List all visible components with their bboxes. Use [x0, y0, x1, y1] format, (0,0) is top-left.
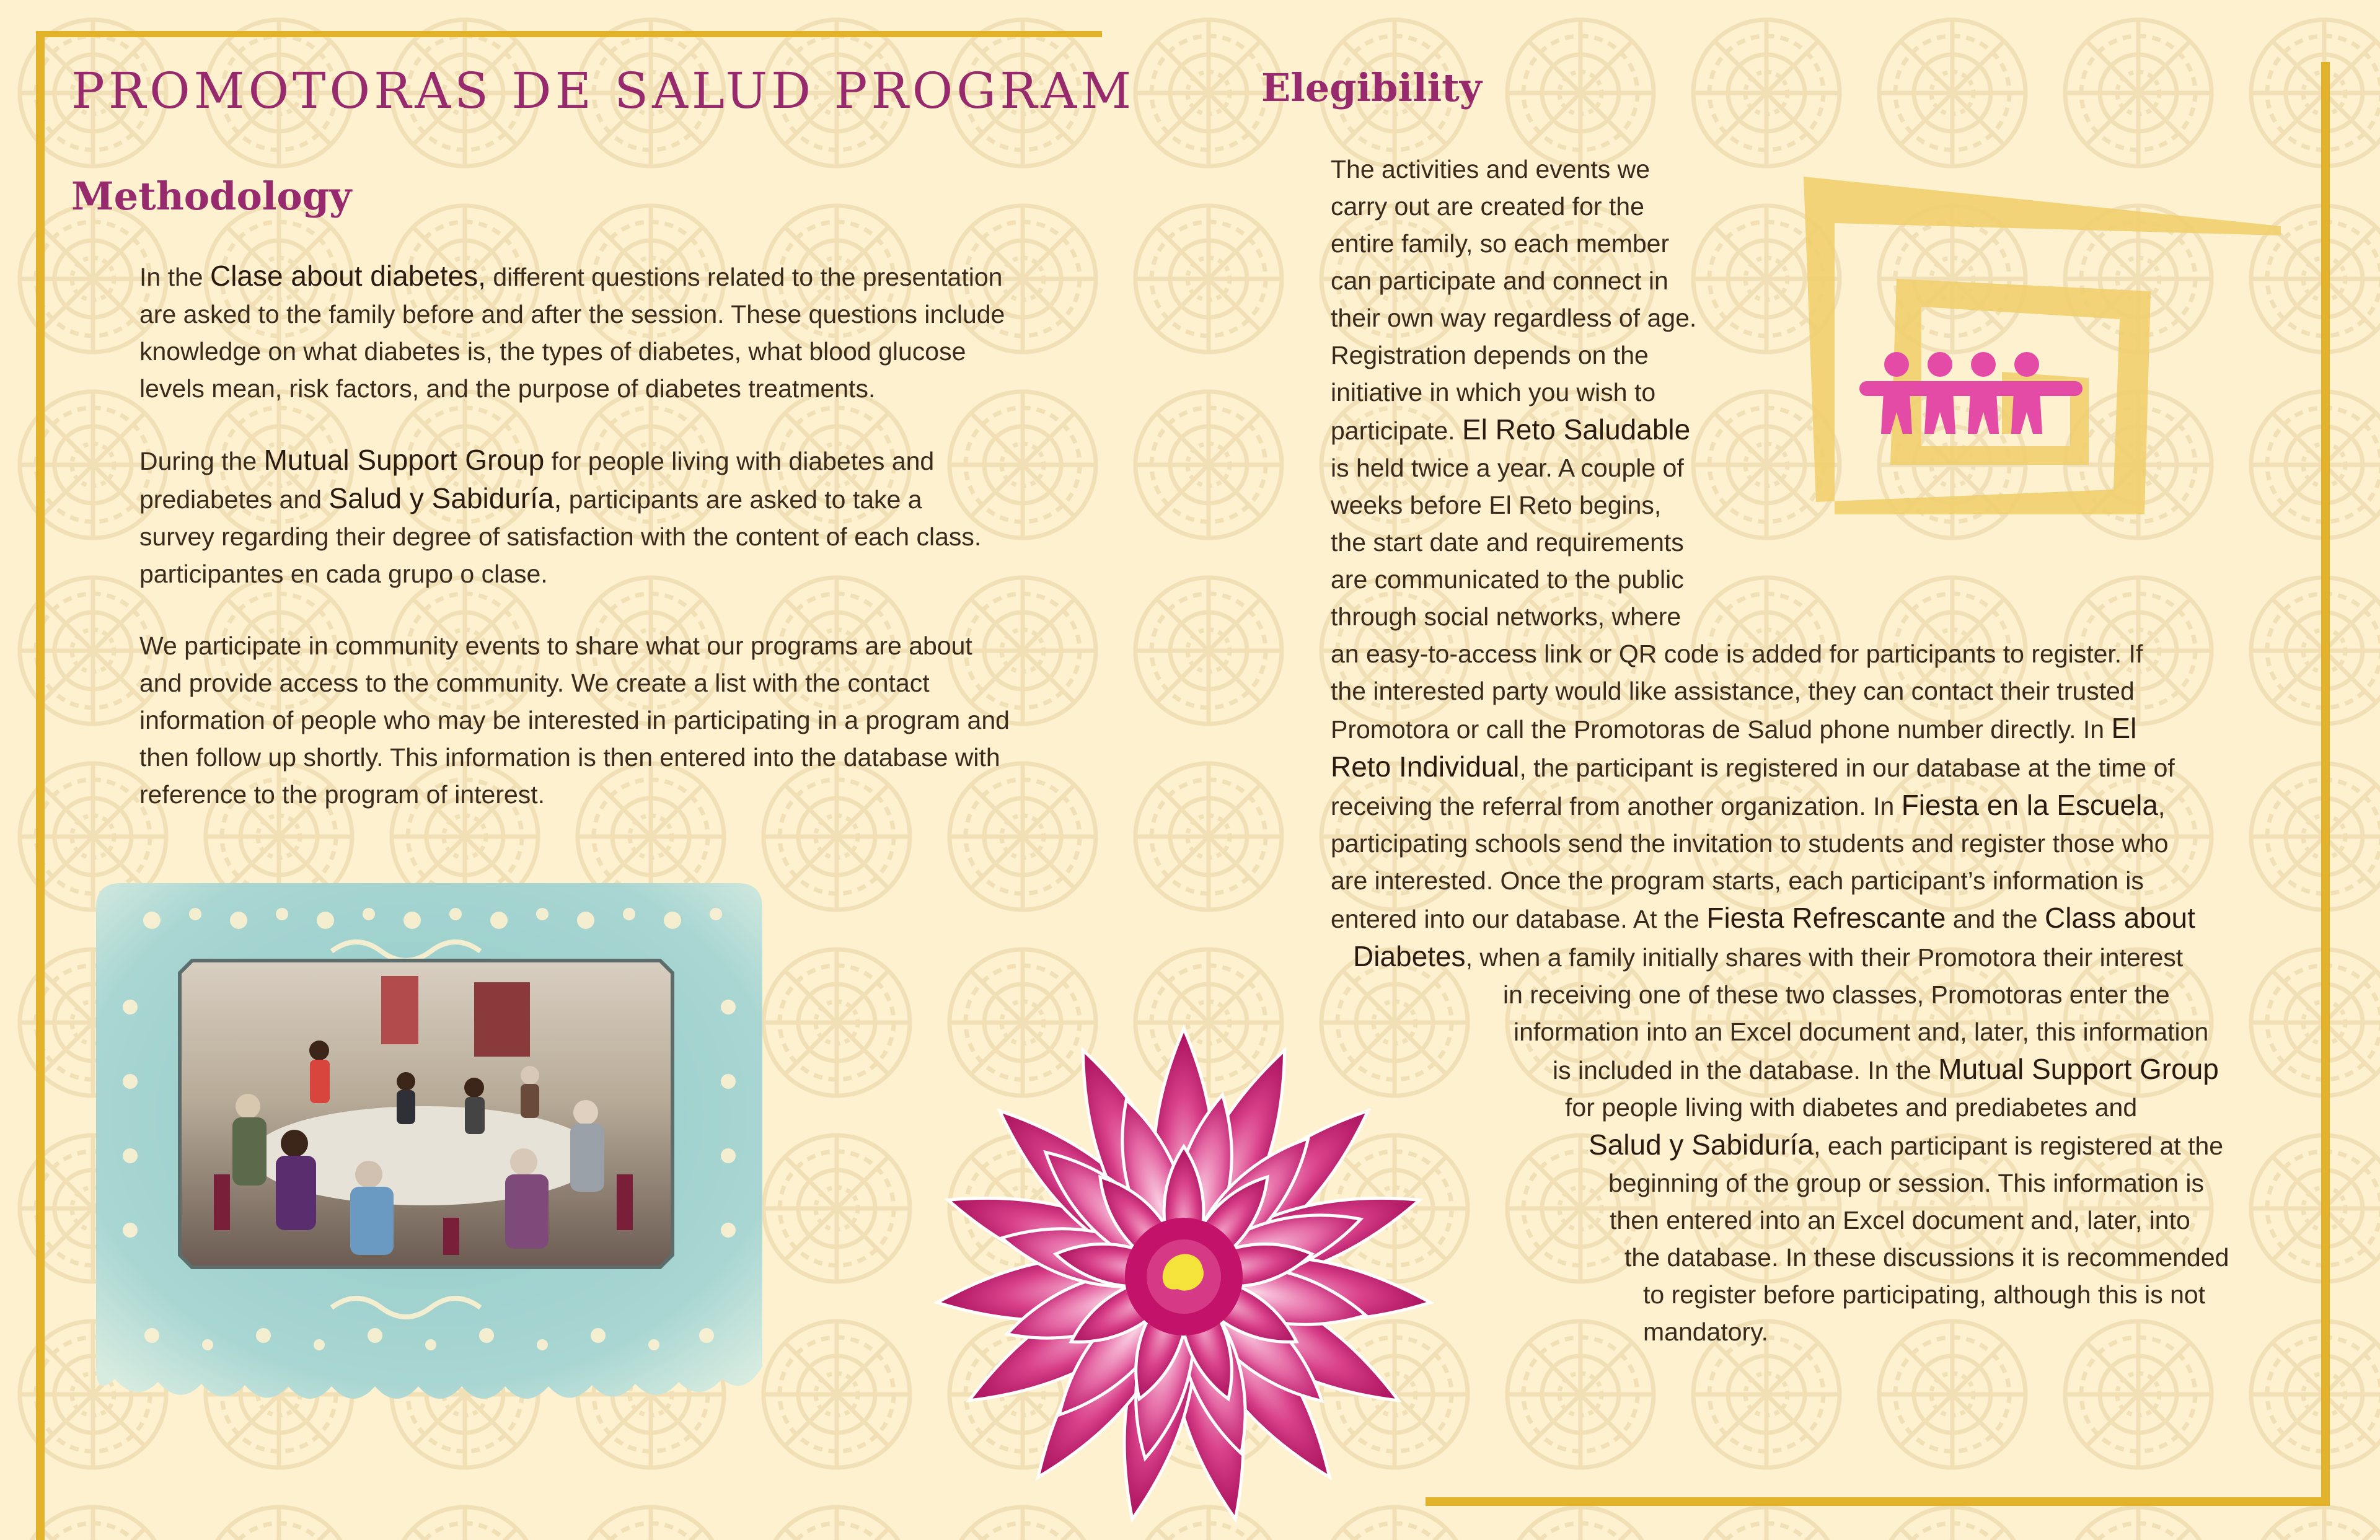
highlight-clase-about-diabetes: Clase about diabetes, [209, 260, 486, 292]
elegibility-heading: Elegibility [1261, 65, 1482, 110]
methodology-paragraph-2: During the Mutual Support Group for people living with diabetes and prediabetes and Salud y Sabiduría, participants are asked to take a survey regarding their degree of satisfaction with the content of each class. participantes en cada grupo o clase. [139, 444, 982, 588]
people-holding-hands-icon [1859, 352, 2082, 434]
page-title: PROMOTORAS DE SALUD PROGRAM [71, 62, 1135, 120]
methodology-heading: Methodology [71, 174, 352, 219]
highlight-class-about-diabetes-2: Diabetes [1353, 940, 1466, 972]
highlight-class-about-diabetes-1: Class about [2044, 902, 2195, 934]
highlight-el-reto-saludable: El Reto Saludable [1461, 413, 1691, 446]
highlight-el-reto-individual-2: Reto Individual [1331, 750, 1520, 783]
elegibility-paragraph: The activities and events we carry out are created for the entire family, so each member can participate and connect in their own way regardless of age. Registration depends on the initiative in which you wish to participate. El Reto Saludable is held twice a year. A couple of weeks before El Reto begins, the start date and requirements are communicated to the public through social networks, where an easy-to-access link or QR code is added for participants to register. If the interested party would like assistance, they can contact their trusted Promotora or call the Promotoras de Salud phone number directly. In El Reto Individual, the participant is registered in our database at the time of receiving the referral from another organization. In Fiesta en la Escuela, participating schools send the invitation to students and register those who are interested. Once the program starts, each participant’s information is entered into our database. At the Fiesta Refrescante and the Class about Diabetes, when a family initially shares with their Promotora their interest in receiving one of these two classes, Promotoras enter the information into an Excel document and, later, this information is included in the database. In the Mutual Support Group for people living with diabetes and prediabetes and Salud y Sabiduría, each participant is registered at the beginning of the group or session. This information is then entered into an Excel document and, later, into the database. In these discussions it is recommended to register before participating, although this is not mandatory. [1331, 155, 2229, 1346]
highlight-el-reto-individual-1: El [2111, 712, 2137, 744]
pink-flower-illustration [831, 930, 1537, 1540]
methodology-paragraph-3: We participate in community events to share what our programs are about and provide access to the community. We create a list with the contact information of people who may be interested in participating in a program and then follow up shortly. This information is then entered into the database with reference to the program of interest. [139, 631, 1010, 809]
methodology-paragraph-1: In the Clase about diabetes, different questions related to the presentation are asked to the family before and after the session. These questions include knowledge on what diabetes is, the types of diabetes, what blood glucose levels mean, risk factors, and the purpose of diabetes treatments. [139, 260, 1005, 403]
highlight-mutual-support-group-2: Mutual Support Group [1938, 1053, 2219, 1085]
frame-top-left [36, 31, 1102, 37]
highlight-fiesta-en-la-escuela: Fiesta en la Escuela [1901, 789, 2158, 821]
highlight-salud-y-sabiduria: Salud y Sabiduría, [328, 482, 562, 514]
highlight-salud-y-sabiduria-2: Salud y Sabiduría [1589, 1129, 1814, 1161]
highlight-mutual-support-group: Mutual Support Group [263, 444, 545, 476]
frame-bottom-right [1426, 1497, 2330, 1506]
community-spiral-logo [1797, 167, 2293, 564]
highlight-fiesta-refrescante: Fiesta Refrescante [1706, 902, 1946, 934]
